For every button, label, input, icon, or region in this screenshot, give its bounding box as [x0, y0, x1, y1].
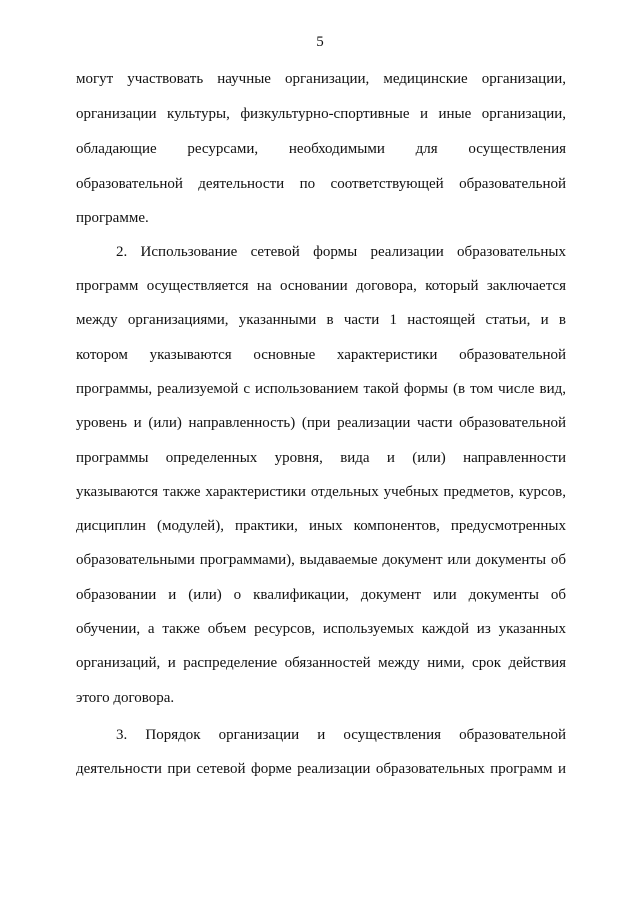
text-line: организации культуры, физкультурно-спортивные и иные организации, [76, 106, 566, 122]
text-line: указываются также характеристики отдельных учебных предметов, курсов, [76, 484, 566, 500]
paragraph-3-first-line: 3. Порядок организации и осуществления образовательной [116, 727, 566, 743]
text-line: дисциплин (модулей), практики, иных компонентов, предусмотренных [76, 518, 566, 534]
text-line: программ осуществляется на основании договора, который заключается [76, 278, 566, 294]
text-line: могут участвовать научные организации, медицинские организации, [76, 71, 566, 87]
page-number: 5 [316, 34, 324, 50]
text-line: обладающие ресурсами, необходимыми для осуществления [76, 141, 566, 157]
text-line: программы определенных уровня, вида и (или) направленности [76, 450, 566, 466]
text-line: котором указываются основные характеристики образовательной [76, 347, 566, 363]
text-line: между организациями, указанными в части 1 настоящей статьи, и в [76, 312, 566, 328]
text-line: обучении, а также объем ресурсов, используемых каждой из указанных [76, 621, 566, 637]
text-line: организаций, и распределение обязанностей между ними, срок действия [76, 655, 566, 671]
text-line: уровень и (или) направленность) (при реализации части образовательной [76, 415, 566, 431]
text-line: образовательной деятельности по соответствующей образовательной [76, 176, 566, 192]
text-line: деятельности при сетевой форме реализации образовательных программ и [76, 761, 566, 777]
paragraph-2-first-line: 2. Использование сетевой формы реализации образовательных [116, 244, 566, 260]
text-line: образовании и (или) о квалификации, документ или документы об [76, 587, 566, 603]
text-line: этого договора. [76, 690, 175, 706]
text-line: программе. [76, 210, 149, 226]
text-line: образовательными программами), выдаваемые документ или документы об [76, 552, 566, 568]
text-line: программы, реализуемой с использованием такой формы (в том числе вид, [76, 381, 566, 397]
